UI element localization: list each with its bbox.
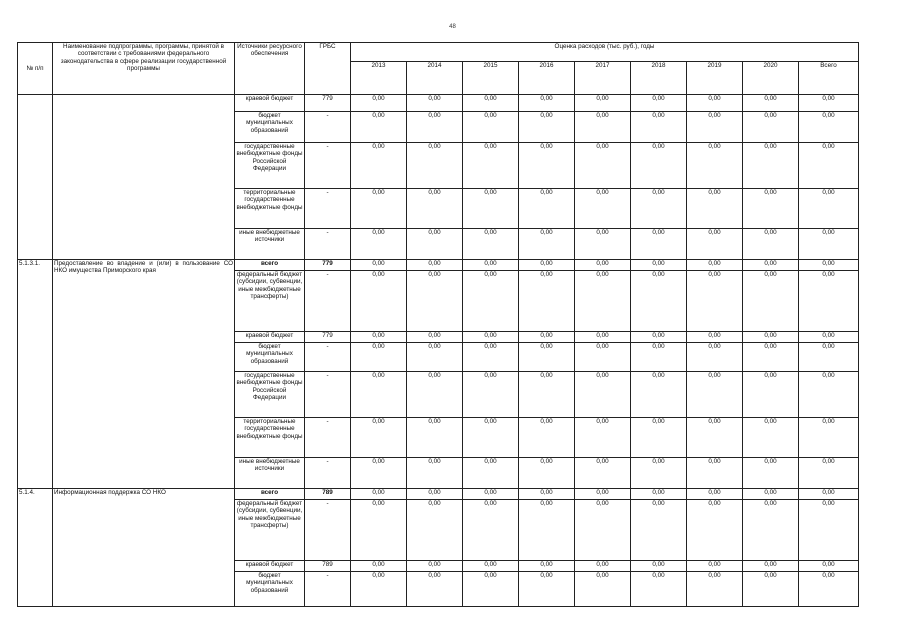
grbs-code: -	[305, 458, 351, 489]
value-year: 0,00	[519, 189, 575, 229]
value-year: 0,00	[631, 229, 687, 260]
value-year: 0,00	[463, 572, 519, 607]
value-year: 0,00	[687, 189, 743, 229]
value-year: 0,00	[351, 458, 407, 489]
grbs-code: 789	[305, 489, 351, 500]
value-year: 0,00	[463, 229, 519, 260]
value-total: 0,00	[799, 332, 859, 343]
value-year: 0,00	[743, 143, 799, 189]
value-year: 0,00	[351, 95, 407, 112]
funding-source: краевой бюджет	[235, 95, 305, 112]
table-row	[18, 260, 859, 271]
value-year: 0,00	[631, 372, 687, 418]
grbs-code: -	[305, 343, 351, 372]
grbs-code: -	[305, 572, 351, 607]
funding-source: бюджет муниципальных образований	[235, 343, 305, 372]
value-year: 0,00	[575, 343, 631, 372]
value-year: 0,00	[631, 143, 687, 189]
value-year: 0,00	[351, 489, 407, 500]
value-year: 0,00	[351, 332, 407, 343]
value-year: 0,00	[743, 95, 799, 112]
funding-source: иные внебюджетные источники	[235, 229, 305, 260]
page-number: 48	[449, 24, 456, 30]
value-year: 0,00	[575, 332, 631, 343]
value-year: 0,00	[463, 332, 519, 343]
grbs-code: -	[305, 229, 351, 260]
value-year: 0,00	[351, 143, 407, 189]
expense-table	[17, 42, 859, 607]
value-year: 0,00	[631, 189, 687, 229]
value-year: 0,00	[519, 572, 575, 607]
value-total: 0,00	[799, 372, 859, 418]
value-year: 0,00	[631, 95, 687, 112]
funding-source: краевой бюджет	[235, 561, 305, 572]
value-year: 0,00	[575, 572, 631, 607]
grbs-code: -	[305, 271, 351, 332]
value-year: 0,00	[407, 572, 463, 607]
header-estimate: Оценка расходов (тыс. руб.), годы	[351, 43, 859, 62]
value-year: 0,00	[407, 561, 463, 572]
value-year: 0,00	[407, 332, 463, 343]
funding-source: бюджет муниципальных образований	[235, 572, 305, 607]
header-sources: Источники ресурсного обеспечения	[235, 43, 305, 95]
value-year: 0,00	[743, 561, 799, 572]
table-row	[18, 489, 859, 500]
value-year: 0,00	[743, 458, 799, 489]
funding-source: государственные внебюджетные фонды Российской Федерации	[235, 372, 305, 418]
value-year: 0,00	[463, 143, 519, 189]
funding-source: всего	[235, 260, 305, 271]
header-year: 2019	[687, 62, 743, 95]
value-total: 0,00	[799, 271, 859, 332]
header-name: Наименование подпрограммы, программы, принятой в соответствии с требованиями федерального законодательства в сфере реализации государственной программы	[53, 43, 235, 95]
value-year: 0,00	[631, 112, 687, 143]
value-year: 0,00	[463, 561, 519, 572]
value-year: 0,00	[519, 271, 575, 332]
value-total: 0,00	[799, 343, 859, 372]
funding-source: территориальные государственные внебюджетные фонды	[235, 189, 305, 229]
grbs-code: 779	[305, 332, 351, 343]
value-year: 0,00	[575, 189, 631, 229]
row-title	[53, 95, 235, 260]
value-year: 0,00	[687, 112, 743, 143]
grbs-code: -	[305, 500, 351, 561]
value-year: 0,00	[575, 372, 631, 418]
value-year: 0,00	[631, 561, 687, 572]
value-year: 0,00	[575, 271, 631, 332]
value-year: 0,00	[631, 572, 687, 607]
value-year: 0,00	[463, 95, 519, 112]
funding-source: иные внебюджетные источники	[235, 458, 305, 489]
value-year: 0,00	[687, 572, 743, 607]
value-year: 0,00	[351, 271, 407, 332]
value-year: 0,00	[407, 229, 463, 260]
funding-source: краевой бюджет	[235, 332, 305, 343]
value-year: 0,00	[407, 95, 463, 112]
value-year: 0,00	[351, 572, 407, 607]
funding-source: федеральный бюджет (субсидии, субвенции, иные межбюджетные трансферты)	[235, 271, 305, 332]
funding-source: всего	[235, 489, 305, 500]
value-year: 0,00	[463, 189, 519, 229]
value-year: 0,00	[351, 229, 407, 260]
value-year: 0,00	[687, 458, 743, 489]
value-year: 0,00	[407, 143, 463, 189]
value-year: 0,00	[687, 271, 743, 332]
value-year: 0,00	[743, 271, 799, 332]
grbs-code: -	[305, 112, 351, 143]
table-row	[18, 95, 859, 112]
value-total: 0,00	[799, 95, 859, 112]
value-year: 0,00	[687, 260, 743, 271]
value-year: 0,00	[407, 260, 463, 271]
value-year: 0,00	[407, 458, 463, 489]
funding-source: бюджет муниципальных образований	[235, 112, 305, 143]
funding-source: федеральный бюджет (субсидии, субвенции, иные межбюджетные трансферты)	[235, 500, 305, 561]
value-year: 0,00	[575, 112, 631, 143]
value-year: 0,00	[743, 372, 799, 418]
value-year: 0,00	[743, 343, 799, 372]
value-year: 0,00	[351, 343, 407, 372]
value-year: 0,00	[407, 489, 463, 500]
grbs-code: 779	[305, 260, 351, 271]
value-year: 0,00	[687, 418, 743, 458]
value-year: 0,00	[575, 458, 631, 489]
header-num: № п/п	[18, 43, 53, 95]
grbs-code: -	[305, 189, 351, 229]
value-year: 0,00	[687, 561, 743, 572]
value-year: 0,00	[631, 489, 687, 500]
value-year: 0,00	[351, 372, 407, 418]
value-year: 0,00	[463, 372, 519, 418]
value-year: 0,00	[463, 489, 519, 500]
value-year: 0,00	[519, 418, 575, 458]
value-year: 0,00	[407, 112, 463, 143]
value-total: 0,00	[799, 418, 859, 458]
row-title: Предоставление во владение и (или) в пользование СО НКО имущества Приморского края	[53, 260, 235, 489]
header-grbs: ГРБС	[305, 43, 351, 95]
value-year: 0,00	[743, 260, 799, 271]
value-year: 0,00	[407, 189, 463, 229]
header-year: 2014	[407, 62, 463, 95]
value-year: 0,00	[463, 500, 519, 561]
grbs-code: 789	[305, 561, 351, 572]
value-year: 0,00	[687, 332, 743, 343]
value-total: 0,00	[799, 112, 859, 143]
value-year: 0,00	[575, 561, 631, 572]
value-year: 0,00	[687, 500, 743, 561]
value-year: 0,00	[631, 418, 687, 458]
value-year: 0,00	[575, 143, 631, 189]
value-year: 0,00	[463, 260, 519, 271]
value-year: 0,00	[687, 343, 743, 372]
row-number: 5.1.3.1.	[18, 260, 53, 489]
row-number: 5.1.4.	[18, 489, 53, 607]
value-year: 0,00	[407, 500, 463, 561]
value-year: 0,00	[519, 112, 575, 143]
value-year: 0,00	[687, 229, 743, 260]
value-year: 0,00	[575, 418, 631, 458]
value-year: 0,00	[743, 489, 799, 500]
value-year: 0,00	[463, 418, 519, 458]
header-year: 2015	[463, 62, 519, 95]
header-year: 2013	[351, 62, 407, 95]
value-year: 0,00	[687, 143, 743, 189]
value-total: 0,00	[799, 229, 859, 260]
value-year: 0,00	[519, 458, 575, 489]
value-year: 0,00	[575, 500, 631, 561]
value-year: 0,00	[351, 189, 407, 229]
value-year: 0,00	[519, 229, 575, 260]
value-year: 0,00	[687, 489, 743, 500]
header-year: 2020	[743, 62, 799, 95]
value-year: 0,00	[351, 260, 407, 271]
grbs-code: -	[305, 372, 351, 418]
value-total: 0,00	[799, 458, 859, 489]
grbs-code: -	[305, 418, 351, 458]
value-year: 0,00	[631, 458, 687, 489]
header-total: Всего	[799, 62, 859, 95]
value-year: 0,00	[519, 260, 575, 271]
value-year: 0,00	[519, 343, 575, 372]
funding-source: территориальные государственные внебюджетные фонды	[235, 418, 305, 458]
value-year: 0,00	[351, 500, 407, 561]
value-year: 0,00	[407, 271, 463, 332]
value-total: 0,00	[799, 143, 859, 189]
value-year: 0,00	[519, 332, 575, 343]
value-year: 0,00	[575, 260, 631, 271]
value-year: 0,00	[631, 260, 687, 271]
value-year: 0,00	[463, 343, 519, 372]
value-year: 0,00	[631, 500, 687, 561]
value-year: 0,00	[687, 372, 743, 418]
value-year: 0,00	[743, 418, 799, 458]
value-year: 0,00	[575, 489, 631, 500]
value-year: 0,00	[407, 372, 463, 418]
value-year: 0,00	[407, 418, 463, 458]
row-title: Информационная поддержка СО НКО	[53, 489, 235, 607]
value-year: 0,00	[743, 112, 799, 143]
funding-source: государственные внебюджетные фонды Российской Федерации	[235, 143, 305, 189]
value-year: 0,00	[687, 95, 743, 112]
value-year: 0,00	[575, 95, 631, 112]
value-year: 0,00	[631, 332, 687, 343]
value-total: 0,00	[799, 260, 859, 271]
value-year: 0,00	[519, 489, 575, 500]
value-year: 0,00	[463, 112, 519, 143]
value-year: 0,00	[351, 561, 407, 572]
value-year: 0,00	[519, 372, 575, 418]
value-year: 0,00	[575, 229, 631, 260]
header-year: 2016	[519, 62, 575, 95]
value-year: 0,00	[743, 189, 799, 229]
header-year: 2017	[575, 62, 631, 95]
header-year: 2018	[631, 62, 687, 95]
value-year: 0,00	[631, 271, 687, 332]
value-year: 0,00	[631, 343, 687, 372]
value-year: 0,00	[463, 458, 519, 489]
value-year: 0,00	[743, 500, 799, 561]
grbs-code: 779	[305, 95, 351, 112]
value-year: 0,00	[743, 572, 799, 607]
value-year: 0,00	[519, 561, 575, 572]
value-year: 0,00	[519, 143, 575, 189]
value-total: 0,00	[799, 189, 859, 229]
value-year: 0,00	[407, 343, 463, 372]
value-total: 0,00	[799, 572, 859, 607]
row-number	[18, 95, 53, 260]
value-year: 0,00	[463, 271, 519, 332]
value-year: 0,00	[519, 500, 575, 561]
value-year: 0,00	[351, 418, 407, 458]
value-total: 0,00	[799, 500, 859, 561]
value-year: 0,00	[519, 95, 575, 112]
grbs-code: -	[305, 143, 351, 189]
value-total: 0,00	[799, 561, 859, 572]
value-total: 0,00	[799, 489, 859, 500]
value-year: 0,00	[351, 112, 407, 143]
value-year: 0,00	[743, 229, 799, 260]
value-year: 0,00	[743, 332, 799, 343]
